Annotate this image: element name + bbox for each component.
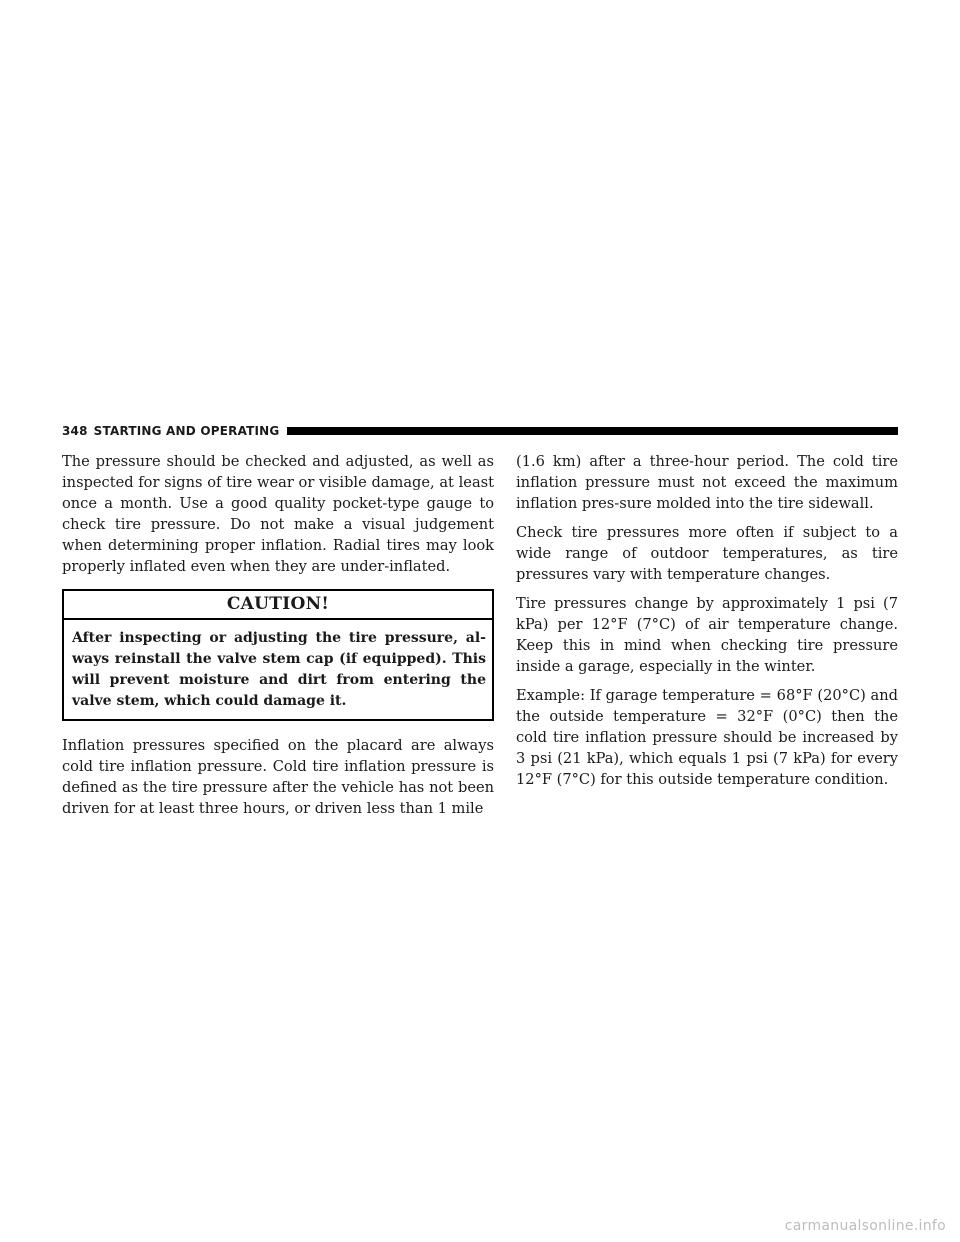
paragraph-example: Example: If garage temperature = 68°F (20°C) and the outside temperature = 32°F (0°C) then the cold tire inflation pressure should be increased by 3 psi (21 kPa), which equals 1 psi (7 kPa) for every 12°F (7°C) for this outside temperature condition. xyxy=(516,687,898,788)
page-number: 348 xyxy=(62,424,88,438)
watermark: carmanualsonline.info xyxy=(784,1218,946,1234)
caution-box xyxy=(62,589,494,721)
right-column xyxy=(516,451,898,798)
caution-body: After inspecting or adjusting the tire pressure, al-ways reinstall the valve stem cap (if equipped). This will prevent moisture and dirt from entering the valve stem, which could damage it. xyxy=(72,630,486,709)
paragraph-temperature-range: Check tire pressures more often if subject to a wide range of outdoor temperatures, as tire pressures vary with temperature changes. xyxy=(516,524,898,583)
left-column xyxy=(62,451,494,827)
paragraph-max-inflation: (1.6 km) after a three-hour period. The cold tire inflation pressure must not exceed the maximum inflation pres-sure molded into the tire sidewall. xyxy=(516,453,898,512)
paragraph-pressure-check: The pressure should be checked and adjusted, as well as inspected for signs of tire wear or visible damage, at least once a month. Use a good quality pocket-type gauge to check tire pressure. Do not make a visual judgement when determining proper inflation. Radial tires may look properly inflated even when they are under-inflated. xyxy=(62,453,494,575)
header-rule xyxy=(287,427,898,435)
caution-heading: CAUTION! xyxy=(64,591,492,620)
paragraph-pressure-change: Tire pressures change by approximately 1 psi (7 kPa) per 12°F (7°C) of air temperature change. Keep this in mind when checking tire pressure inside a garage, especially in the winter. xyxy=(516,595,898,675)
page-header xyxy=(62,423,898,439)
paragraph-cold-inflation: Inflation pressures specified on the placard are always cold tire inflation pressure. Cold tire inflation pressure is defined as the tire pressure after the vehicle has not been driven for at least three hours, or driven less than 1 mile xyxy=(62,737,494,817)
section-title: STARTING AND OPERATING xyxy=(93,424,280,438)
